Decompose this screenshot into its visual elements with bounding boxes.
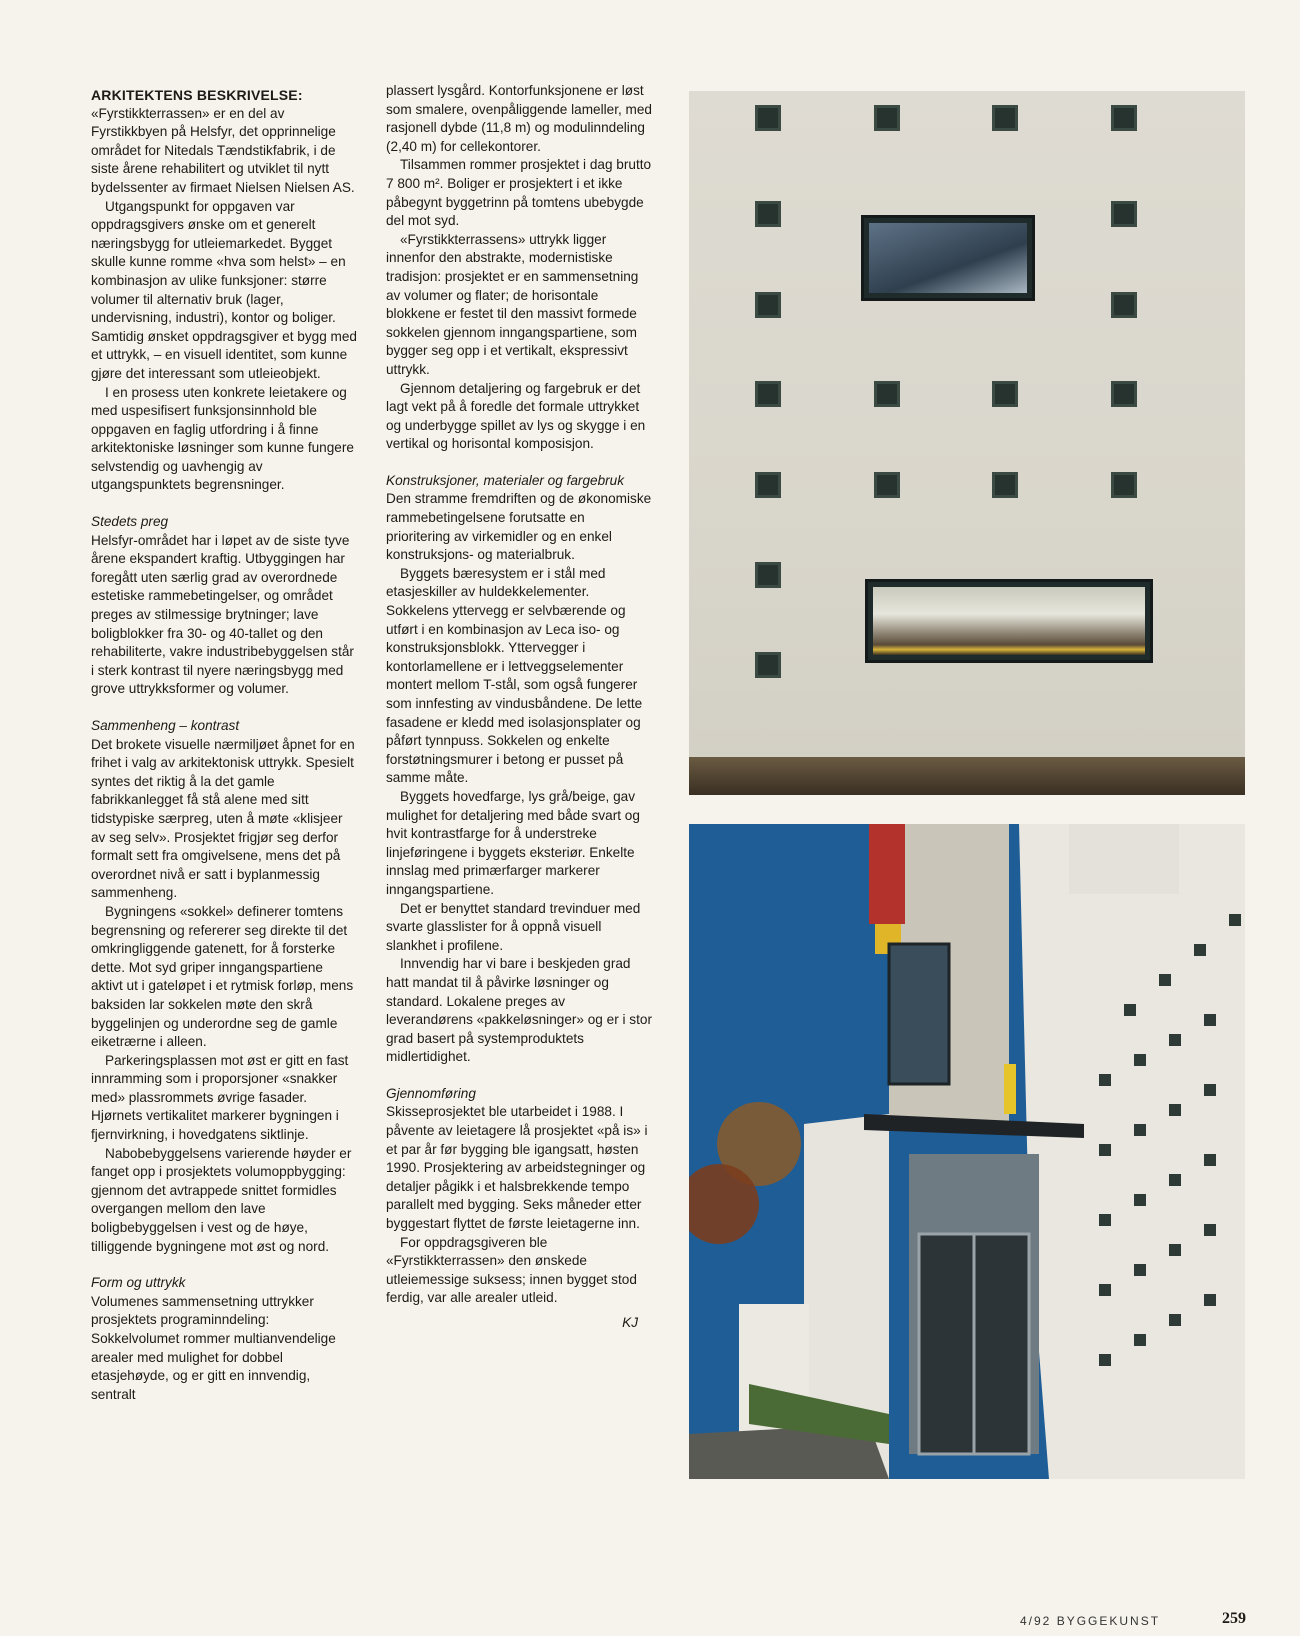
paragraph: Byggets hovedfarge, lys grå/beige, gav mulighet for detaljering med både svart og hvit kontrastfarge for å understreke linjeføringene i byggets eksteriør. Enkelte innslag med primærfarger markerer inngangspartiene. (386, 788, 640, 897)
entrance-photo (689, 824, 1245, 1479)
section-heading: Form og uttrykk (91, 1275, 186, 1291)
text-column-middle (386, 82, 652, 1333)
paragraph: «Fyrstikkterrassens» uttrykk ligger innenfor den abstrakte, modernistiske tradisjon: prosjektet er en sammensetning av volumer og flater; de horisontale blokkene er festet til den massivt formede sokkelen gjennom inngangspartiene, som bygger seg opp i et vertikalt, ekspressivt uttrykk. (386, 231, 639, 377)
paragraph: «Fyrstikkterrassen» er en del av Fyrstikkbyen på Helsfyr, det opprinnelige området for Nitedals Tændstikfabrik, i de siste årene rehabilitert og utviklet til nytt bydelssenter av firmaet Nielsen Nielsen AS. (91, 105, 355, 195)
paragraph: Utgangspunkt for oppgaven var oppdragsgivers ønske om et generelt næringsbygg for utleiemarkedet. Bygget skulle kunne romme «hva som helst» – en kombinasjon av ulike funksjoner: større volumer til alternativ bruk (lager, undervisning, industri), kontor og boliger. Samtidig ønsket oppdragsgiver et bygg med et uttrykk, – en visuell identitet, som kunne gjøre det interessant som utleieobjekt. (91, 198, 357, 381)
window (861, 215, 1035, 301)
paragraph: Den stramme fremdriften og de økonomiske rammebetingelsene forutsatte en prioritering av virkemidler og en enkel konstruksjons- og materialbruk. (386, 491, 652, 563)
paragraph: Det er benyttet standard trevinduer med svarte glasslister for å oppnå visuell slankhet i profilene. (386, 900, 641, 953)
paragraph: Gjennom detaljering og fargebruk er det lagt vekt på å foredle det formale uttrykket og underbygge spillet av lys og skygge i en vertikal og horisontal komposisjon. (386, 380, 646, 452)
section-heading: Stedets preg (91, 514, 169, 530)
paragraph: I en prosess uten konkrete leietakere og med uspesifisert funksjonsinnhold ble oppgaven en faglig utfordring i å finne arkitektoniske løsninger som kunne fungere selvstendig og uavhengig av utgangspunktets begrensninger. (91, 384, 354, 493)
paragraph: Skisseprosjektet ble utarbeidet i 1988. I påvente av leietagere lå prosjektet «på is» i et par år før bygging ble igangsatt, høsten 1990. Prosjektering av arbeidstegninger og detaljer pågikk i et halsbrekkende tempo parallelt med bygging. Seks måneder etter byggestart flyttet de første leietagerne inn. (386, 1104, 648, 1232)
paragraph: plassert lysgård. Kontorfunksjonene er løst som smalere, ovenpåliggende lameller, med rasjonell dybde (11,8 m) og modulinndeling (2,40 m) for cellekontorer. (386, 83, 652, 154)
paragraph: Nabobebyggelsens varierende høyder er fanget opp i prosjektets volumoppbygging: gjennom det avtrappede snittet formidles overgangen mellom den lave boligbebyggelsen i vest og de høye, tilliggende bygningene mot øst og nord. (91, 1145, 352, 1254)
article-heading: ARKITEKTENS BESKRIVELSE: (91, 87, 303, 103)
paragraph: Byggets bæresystem er i stål med etasjeskiller av huldekkelementer. Sokkelens yttervegg er selvbærende og utført i en kombinasjon av Leca iso- og konstruksjonsblokk. Yttervegger i kontorlamellene er i lettveggselementer montert mellom T-stål, som også fungerer som innfesting av vindusbåndene. De lette fasadene er kledd med isolasjonsplater og påført tynnpuss. Sokkelen og enkelte forstøtningsmurer i betong er pusset på samme måte. (386, 565, 643, 786)
paragraph: Helsfyr-området har i løpet av de siste tyve årene ekspandert kraftig. Utbyggingen har foregått uten særlig grad av overordnede estetiske rammebetingelser, og området preges av stilmessige brytninger; lave boligblokker fra 30- og 40-tallet og den rehabiliterte, vakre industribebyggelsen står i sterk kontrast til nyere næringsbygg med grove uttrykksformer og volumer. (91, 532, 354, 697)
page-number: 259 (1222, 1610, 1246, 1627)
text-column-left (91, 86, 357, 1404)
paragraph: Volumenes sammensetning uttrykker prosjektets programinndeling: Sokkelvolumet rommer multianvendelige arealer med mulighet for dobbel etasjehøyde, og er gitt en innvendig, sentralt (91, 1293, 336, 1402)
section-heading: Gjennomføring (386, 1085, 476, 1101)
section-heading: Konstruksjoner, materialer og fargebruk (386, 472, 625, 488)
paragraph: Parkeringsplassen mot øst er gitt en fast innramming som i proporsjoner «snakker med» plassrommets øvrige fasader. Hjørnets vertikalitet markerer bygningen i fjernvirkning, i hovedgatens siktlinje. (91, 1052, 349, 1143)
paragraph: Bygningens «sokkel» definerer tomtens begrensning og refererer seg direkte til det omkringliggende gatenett, for å forsterke dette. Mot syd griper inngangspartiene aktivt ut i gateløpet i et rytmisk forløp, mens baksiden lar sokkelen møte den skrå byggelinjen og underordne seg de gamle eiketrærne i alleen. (91, 903, 354, 1050)
section-heading: Sammenheng – kontrast (91, 718, 240, 733)
window-with-curtains (865, 579, 1153, 663)
paragraph: Innvendig har vi bare i beskjeden grad hatt mandat til å påvirke løsninger og standard. Lokalene preges av leverandørens «pakkeløsninger» og er i stor grad basert på systemproduktets midlertidighet. (386, 956, 652, 1065)
paragraph: Tilsammen rommer prosjektet i dag brutto 7 800 m². Boliger er prosjektert i et ikke påbegynt byggetrinn på tomtens ubebygde del mot syd. (386, 157, 652, 229)
entrance-illustration (689, 824, 1245, 1479)
paragraph: Det brokete visuelle nærmiljøet åpnet for en frihet i valg av arkitektonisk uttrykk. Spesielt syntes det riktig å la det gamle fabrikkanlegget få stå alene med sitt tidstypiske særpreg, uten å møte «klisjeer av seg selv». Prosjektet frigjør seg derfor formalt sett fra omgivelsene, mens det på overordnet nivå er satt i byplanmessig sammenheng. (91, 736, 355, 901)
author-signature: KJ (622, 1315, 638, 1330)
paragraph: For oppdragsgiveren ble «Fyrstikkterrassen» den ønskede utleiemessige suksess; innen bygget stod ferdig, var alle arealer utleid. (386, 1234, 637, 1306)
facade-photo (689, 91, 1245, 795)
issue-label: 4/92 BYGGEKUNST (1020, 1614, 1161, 1628)
